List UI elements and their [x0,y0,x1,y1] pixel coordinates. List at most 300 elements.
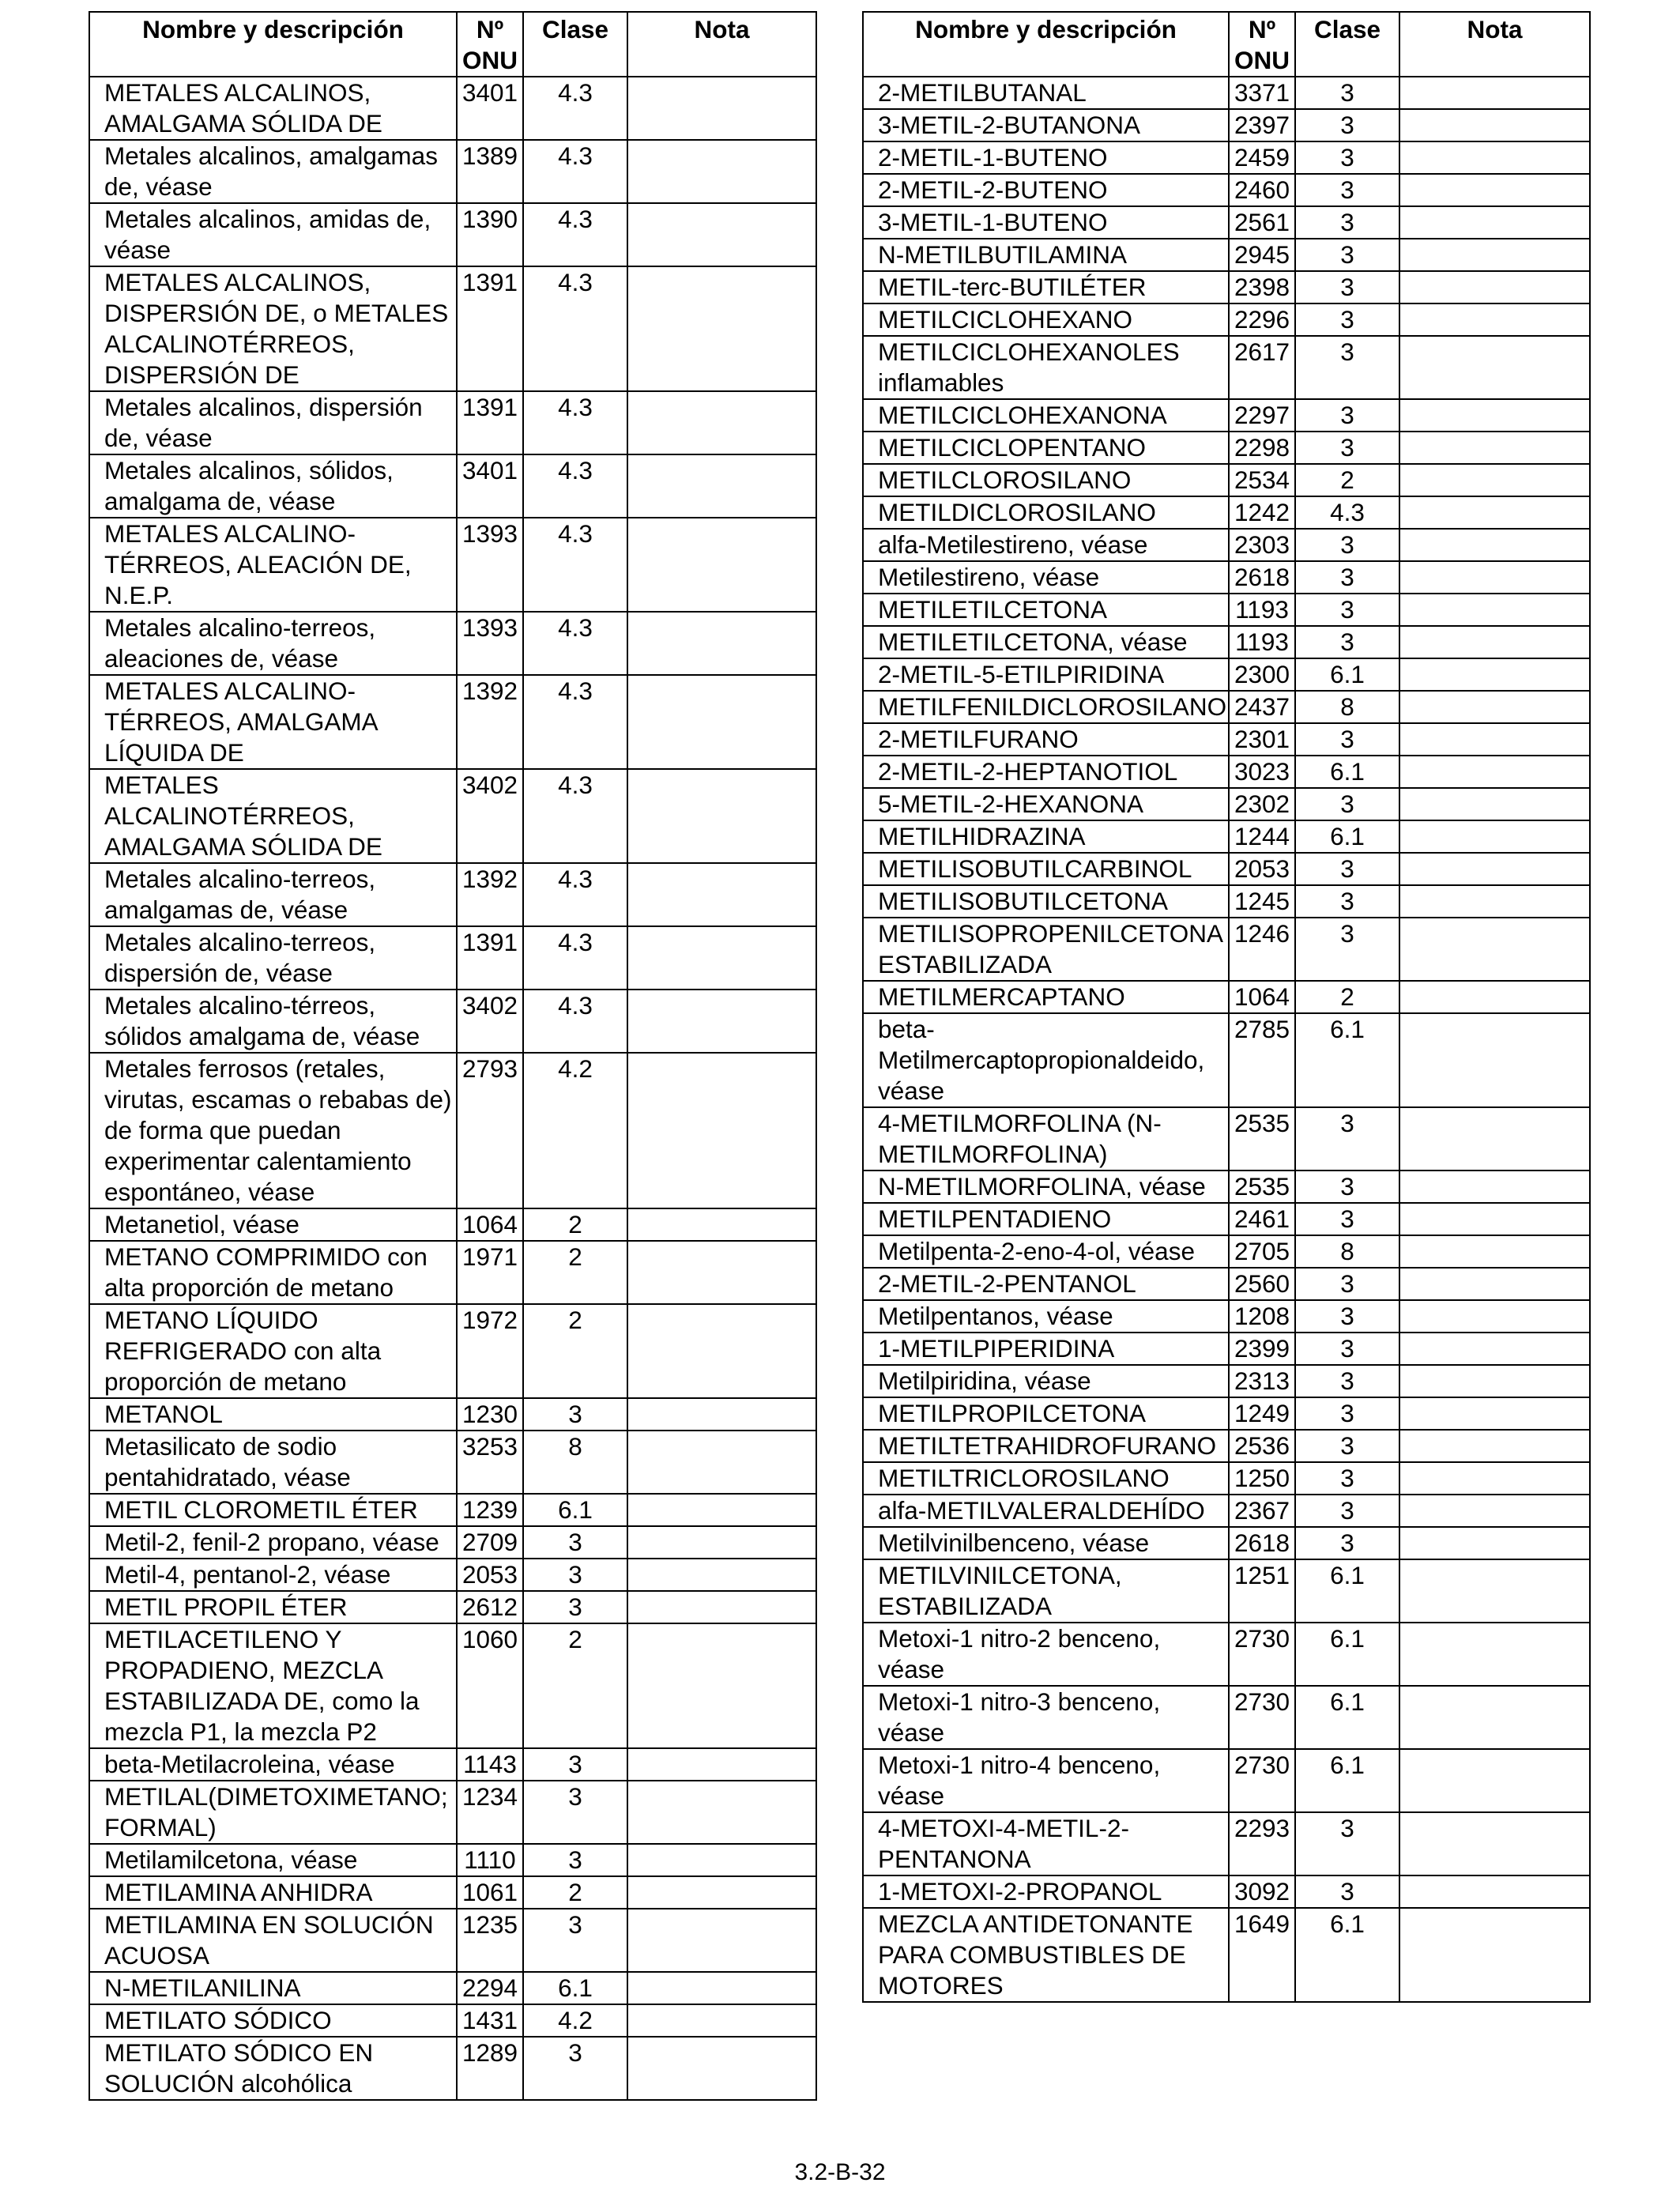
un-number-cell: 2398 [1229,271,1295,303]
table-row [89,1526,816,1559]
table-row [863,626,1590,658]
substance-name-cell: METILETILCETONA [863,594,1229,626]
substance-name-cell: METILACETILENO Y PROPADIENO, MEZCLA ESTABILIZADA DE, como la mezcla P1, la mezcla P2 [89,1623,457,1748]
substance-name-cell: Metales alcalino-terreos, amalgamas de, véase [89,863,457,926]
substance-name-cell: METILDICLOROSILANO [863,496,1229,529]
note-cell [1399,691,1590,723]
table-row [863,756,1590,788]
table-row [89,1623,816,1748]
table-row [863,1300,1590,1333]
table-row [89,1876,816,1909]
note-cell [627,77,816,140]
note-cell [1399,1812,1590,1875]
table-row [863,336,1590,399]
substance-name-cell: Metanetiol, véase [89,1208,457,1241]
class-cell: 3 [1295,1430,1399,1462]
header-nota: Nota [627,12,816,77]
note-cell [627,391,816,454]
note-cell [627,1304,816,1398]
table-row [863,271,1590,303]
substance-name-cell: METILCICLOPENTANO [863,432,1229,464]
class-cell: 3 [1295,1812,1399,1875]
class-cell: 4.3 [523,612,627,675]
table-row [89,612,816,675]
note-cell [1399,271,1590,303]
un-number-cell: 3092 [1229,1875,1295,1908]
class-cell: 3 [1295,1300,1399,1333]
table-row [863,1559,1590,1623]
substance-name-cell: METANO COMPRIMIDO con alta proporción de metano [89,1241,457,1304]
un-number-cell: 1392 [457,675,523,769]
class-cell: 2 [523,1304,627,1398]
class-cell: 2 [523,1208,627,1241]
class-cell: 3 [1295,141,1399,174]
class-cell: 3 [1295,174,1399,206]
header-row [863,12,1590,77]
un-number-cell: 1971 [457,1241,523,1304]
note-cell [627,1494,816,1526]
substance-name-cell: 4-METILMORFOLINA (N-METILMORFOLINA) [863,1107,1229,1171]
class-cell: 6.1 [1295,1686,1399,1749]
table-body-left [89,77,816,2100]
substance-name-cell: METILCICLOHEXANOLES inflamables [863,336,1229,399]
note-cell [627,1241,816,1304]
note-cell [1399,109,1590,141]
note-cell [1399,561,1590,594]
un-number-cell: 1060 [457,1623,523,1748]
note-cell [1399,1462,1590,1495]
un-number-cell: 2617 [1229,336,1295,399]
table-row [89,1053,816,1208]
substance-name-cell: N-METILMORFOLINA, véase [863,1171,1229,1203]
note-cell [1399,1203,1590,1235]
substance-name-cell: METILVINILCETONA, ESTABILIZADA [863,1559,1229,1623]
class-cell: 4.3 [523,863,627,926]
un-number-cell: 1208 [1229,1300,1295,1333]
substance-name-cell: Metoxi-1 nitro-4 benceno, véase [863,1749,1229,1812]
table-row [863,77,1590,109]
class-cell: 3 [523,1748,627,1781]
class-cell: 3 [1295,1203,1399,1235]
table-row [89,1781,816,1844]
substance-name-cell: METILMERCAPTANO [863,981,1229,1013]
table-row [863,464,1590,496]
substance-name-cell: beta-Metilmercaptopropionaldeido, véase [863,1013,1229,1107]
note-cell [1399,1107,1590,1171]
class-cell: 3 [523,1781,627,1844]
un-number-cell: 2302 [1229,788,1295,820]
substance-name-cell: METALES ALCALINO-TÉRREOS, AMALGAMA LÍQUIDA DE [89,675,457,769]
note-cell [1399,141,1590,174]
table-row [89,518,816,612]
substance-name-cell: 2-METILFURANO [863,723,1229,756]
class-cell: 6.1 [523,1972,627,2004]
table-row [89,1241,816,1304]
class-cell: 4.3 [523,518,627,612]
note-cell [1399,1686,1590,1749]
substance-name-cell: alfa-METILVALERALDEHÍDO [863,1495,1229,1527]
substance-name-cell: Metilestireno, véase [863,561,1229,594]
substance-name-cell: beta-Metilacroleina, véase [89,1748,457,1781]
un-number-cell: 2303 [1229,529,1295,561]
note-cell [627,612,816,675]
class-cell: 6.1 [1295,820,1399,853]
substance-name-cell: METILAL(DIMETOXIMETANO; FORMAL) [89,1781,457,1844]
header-name: Nombre y descripción [863,12,1229,77]
class-cell: 3 [523,1398,627,1431]
table-row [863,1235,1590,1268]
class-cell: 3 [1295,432,1399,464]
substance-name-cell: Metasilicato de sodio pentahidratado, véase [89,1431,457,1494]
un-number-cell: 2053 [1229,853,1295,885]
substance-name-cell: Metales alcalino-térreos, sólidos amalgama de, véase [89,990,457,1053]
un-number-cell: 1289 [457,2037,523,2100]
table-row [89,990,816,1053]
class-cell: 6.1 [1295,1908,1399,2002]
class-cell: 3 [1295,885,1399,918]
table-row [89,1431,816,1494]
table-row [863,239,1590,271]
un-number-cell: 3401 [457,77,523,140]
un-number-cell: 1391 [457,266,523,391]
class-cell: 3 [523,1844,627,1876]
class-cell: 4.3 [523,454,627,518]
note-cell [1399,77,1590,109]
table-row [863,1908,1590,2002]
table-row [863,1527,1590,1559]
un-number-cell: 2535 [1229,1107,1295,1171]
class-cell: 4.3 [523,769,627,863]
un-number-cell: 3401 [457,454,523,518]
note-cell [627,926,816,990]
header-onu: Nº ONU [457,12,523,77]
table-row [89,926,816,990]
note-cell [627,1431,816,1494]
class-cell: 6.1 [1295,1013,1399,1107]
un-number-cell: 1242 [1229,496,1295,529]
substance-name-cell: 3-METIL-1-BUTENO [863,206,1229,239]
substance-name-cell: Metil-2, fenil-2 propano, véase [89,1526,457,1559]
un-number-cell: 2296 [1229,303,1295,336]
substance-name-cell: METILTETRAHIDROFURANO [863,1430,1229,1462]
substance-name-cell: Metales alcalinos, amidas de, véase [89,203,457,266]
substance-name-cell: METILATO SÓDICO EN SOLUCIÓN alcohólica [89,2037,457,2100]
substance-name-cell: MEZCLA ANTIDETONANTE PARA COMBUSTIBLES DE MOTORES [863,1908,1229,2002]
class-cell: 3 [1295,1462,1399,1495]
class-cell: 4.3 [523,926,627,990]
table-row [863,918,1590,981]
un-number-cell: 2053 [457,1559,523,1591]
table-row [863,1013,1590,1107]
un-number-cell: 2437 [1229,691,1295,723]
substance-name-cell: 4-METOXI-4-METIL-2-PENTANONA [863,1812,1229,1875]
table-row [89,1398,816,1431]
class-cell: 3 [1295,918,1399,981]
header-name: Nombre y descripción [89,12,457,77]
un-number-cell: 2294 [457,1972,523,2004]
class-cell: 8 [1295,691,1399,723]
class-cell: 3 [523,1559,627,1591]
class-cell: 3 [1295,561,1399,594]
class-cell: 6.1 [1295,756,1399,788]
un-number-cell: 3023 [1229,756,1295,788]
substance-name-cell: METILPROPILCETONA [863,1397,1229,1430]
table-row [89,1591,816,1623]
table-row [863,1462,1590,1495]
note-cell [627,203,816,266]
substance-name-cell: Metilpiridina, véase [863,1365,1229,1397]
class-cell: 4.3 [523,77,627,140]
table-row [89,1844,816,1876]
note-cell [627,1972,816,2004]
note-cell [627,1781,816,1844]
note-cell [1399,594,1590,626]
table-row [89,1559,816,1591]
substance-name-cell: Metales alcalinos, amalgamas de, véase [89,140,457,203]
class-cell: 3 [1295,1495,1399,1527]
note-cell [627,769,816,863]
substance-name-cell: Metilpentanos, véase [863,1300,1229,1333]
note-cell [627,1559,816,1591]
substance-name-cell: Metilamilcetona, véase [89,1844,457,1876]
table-row [89,1304,816,1398]
table-row [863,1333,1590,1365]
substance-name-cell: Metoxi-1 nitro-3 benceno, véase [863,1686,1229,1749]
note-cell [1399,820,1590,853]
un-number-cell: 1391 [457,926,523,990]
note-cell [627,140,816,203]
note-cell [1399,432,1590,464]
class-cell: 3 [1295,1875,1399,1908]
table-row [89,1972,816,2004]
table-row [863,820,1590,853]
table-row [89,1208,816,1241]
substance-name-cell: METILETILCETONA, véase [863,626,1229,658]
substance-name-cell: Metales alcalino-terreos, aleaciones de, véase [89,612,457,675]
note-cell [1399,239,1590,271]
substance-name-cell: Metales ferrosos (retales, virutas, escamas o rebabas de) de forma que puedan experimentar calentamiento espontáneo, véase [89,1053,457,1208]
table-row [863,981,1590,1013]
un-number-cell: 2397 [1229,109,1295,141]
note-cell [627,1398,816,1431]
note-cell [1399,1171,1590,1203]
table-body-right [863,77,1590,2002]
un-number-cell: 2561 [1229,206,1295,239]
class-cell: 3 [1295,1397,1399,1430]
un-number-cell: 2536 [1229,1430,1295,1462]
note-cell [1399,788,1590,820]
substance-name-cell: METILCICLOHEXANONA [863,399,1229,432]
class-cell: 3 [1295,529,1399,561]
substance-name-cell: METALES ALCALINOTÉRREOS, AMALGAMA SÓLIDA DE [89,769,457,863]
class-cell: 6.1 [1295,1623,1399,1686]
substance-name-cell: Metilpenta-2-eno-4-ol, véase [863,1235,1229,1268]
header-onu: Nº ONU [1229,12,1295,77]
class-cell: 3 [1295,206,1399,239]
note-cell [1399,1527,1590,1559]
note-cell [627,454,816,518]
note-cell [1399,756,1590,788]
substance-name-cell: alfa-Metilestireno, véase [863,529,1229,561]
note-cell [627,1909,816,1972]
substance-name-cell: METANOL [89,1398,457,1431]
class-cell: 3 [1295,109,1399,141]
table-row [863,1203,1590,1235]
class-cell: 4.3 [523,266,627,391]
un-number-cell: 1246 [1229,918,1295,981]
class-cell: 3 [1295,1527,1399,1559]
un-number-cell: 2460 [1229,174,1295,206]
class-cell: 2 [523,1623,627,1748]
table-row [89,675,816,769]
un-number-cell: 1193 [1229,594,1295,626]
table-row [89,203,816,266]
substance-name-cell: 2-METIL-2-PENTANOL [863,1268,1229,1300]
un-number-cell: 1061 [457,1876,523,1909]
table-row [863,788,1590,820]
table-row [863,691,1590,723]
un-number-cell: 2301 [1229,723,1295,756]
un-number-cell: 1393 [457,612,523,675]
substance-name-cell: METILTRICLOROSILANO [863,1462,1229,1495]
note-cell [1399,496,1590,529]
note-cell [1399,1013,1590,1107]
class-cell: 3 [1295,239,1399,271]
table-row [863,206,1590,239]
table-row [863,1495,1590,1527]
un-number-cell: 2298 [1229,432,1295,464]
substance-name-cell: 1-METILPIPERIDINA [863,1333,1229,1365]
class-cell: 3 [523,1526,627,1559]
un-number-cell: 1389 [457,140,523,203]
un-number-cell: 2461 [1229,1203,1295,1235]
page-number: 3.2-B-32 [794,2159,886,2185]
table-row [89,391,816,454]
note-cell [1399,885,1590,918]
un-number-cell: 2709 [457,1526,523,1559]
note-cell [627,518,816,612]
table-row [863,1171,1590,1203]
note-cell [1399,1749,1590,1812]
note-cell [627,2037,816,2100]
table-row [863,1749,1590,1812]
table-row [863,303,1590,336]
class-cell: 2 [523,1876,627,1909]
substance-name-cell: Metil-4, pentanol-2, véase [89,1559,457,1591]
class-cell: 3 [1295,626,1399,658]
note-cell [1399,174,1590,206]
note-cell [627,1748,816,1781]
substance-name-cell: Metales alcalino-terreos, dispersión de, véase [89,926,457,990]
un-number-cell: 1431 [457,2004,523,2037]
table-row [863,594,1590,626]
note-cell [1399,399,1590,432]
substance-name-cell: METIL-terc-BUTILÉTER [863,271,1229,303]
un-number-cell: 2730 [1229,1623,1295,1686]
un-number-cell: 2730 [1229,1749,1295,1812]
un-number-cell: 2612 [457,1591,523,1623]
table-row [89,1494,816,1526]
table-row [863,658,1590,691]
note-cell [1399,1365,1590,1397]
table-row [89,140,816,203]
un-number-cell: 2459 [1229,141,1295,174]
substance-name-cell: METALES ALCALINOS, AMALGAMA SÓLIDA DE [89,77,457,140]
un-number-cell: 2313 [1229,1365,1295,1397]
table-row [89,1748,816,1781]
substance-name-cell: Metoxi-1 nitro-2 benceno, véase [863,1623,1229,1686]
note-cell [1399,658,1590,691]
substance-name-cell: METILAMINA ANHIDRA [89,1876,457,1909]
un-number-cell: 1390 [457,203,523,266]
class-cell: 4.3 [523,990,627,1053]
un-number-cell: 2300 [1229,658,1295,691]
substance-name-cell: Metales alcalinos, dispersión de, véase [89,391,457,454]
note-cell [1399,1397,1590,1430]
substance-name-cell: METILHIDRAZINA [863,820,1229,853]
class-cell: 3 [1295,1107,1399,1171]
class-cell: 6.1 [1295,1559,1399,1623]
substance-name-cell: METILISOBUTILCETONA [863,885,1229,918]
note-cell [1399,723,1590,756]
un-number-cell: 2534 [1229,464,1295,496]
un-number-cell: 2785 [1229,1013,1295,1107]
table-row [863,853,1590,885]
header-clase: Clase [523,12,627,77]
note-cell [1399,1495,1590,1527]
un-number-cell: 1234 [457,1781,523,1844]
substance-name-cell: 2-METIL-1-BUTENO [863,141,1229,174]
header-clase: Clase [1295,12,1399,77]
note-cell [1399,853,1590,885]
substance-name-cell: 2-METILBUTANAL [863,77,1229,109]
note-cell [1399,303,1590,336]
note-cell [627,1623,816,1748]
table-row [89,863,816,926]
note-cell [1399,626,1590,658]
table-row [863,561,1590,594]
substance-name-cell: METIL CLOROMETIL ÉTER [89,1494,457,1526]
un-number-cell: 2535 [1229,1171,1295,1203]
substance-name-cell: Metilvinilbenceno, véase [863,1527,1229,1559]
un-number-cell: 2560 [1229,1268,1295,1300]
table-row [89,77,816,140]
substance-name-cell: 2-METIL-2-BUTENO [863,174,1229,206]
un-number-cell: 1393 [457,518,523,612]
un-number-cell: 2618 [1229,1527,1295,1559]
un-number-cell: 2793 [457,1053,523,1208]
un-number-cell: 1251 [1229,1559,1295,1623]
table-row [863,1875,1590,1908]
note-cell [627,1876,816,1909]
class-cell: 4.2 [523,1053,627,1208]
dangerous-goods-table-right [862,11,1591,2003]
note-cell [627,1053,816,1208]
header-nota: Nota [1399,12,1590,77]
dangerous-goods-table-left [89,11,817,2101]
substance-name-cell: METILFENILDICLOROSILANO [863,691,1229,723]
note-cell [627,1526,816,1559]
substance-name-cell: 5-METIL-2-HEXANONA [863,788,1229,820]
substance-name-cell: Metales alcalinos, sólidos, amalgama de, véase [89,454,457,518]
table-row [863,1812,1590,1875]
class-cell: 8 [523,1431,627,1494]
table-row [89,266,816,391]
class-cell: 3 [1295,336,1399,399]
un-number-cell: 2297 [1229,399,1295,432]
note-cell [1399,529,1590,561]
note-cell [1399,1623,1590,1686]
